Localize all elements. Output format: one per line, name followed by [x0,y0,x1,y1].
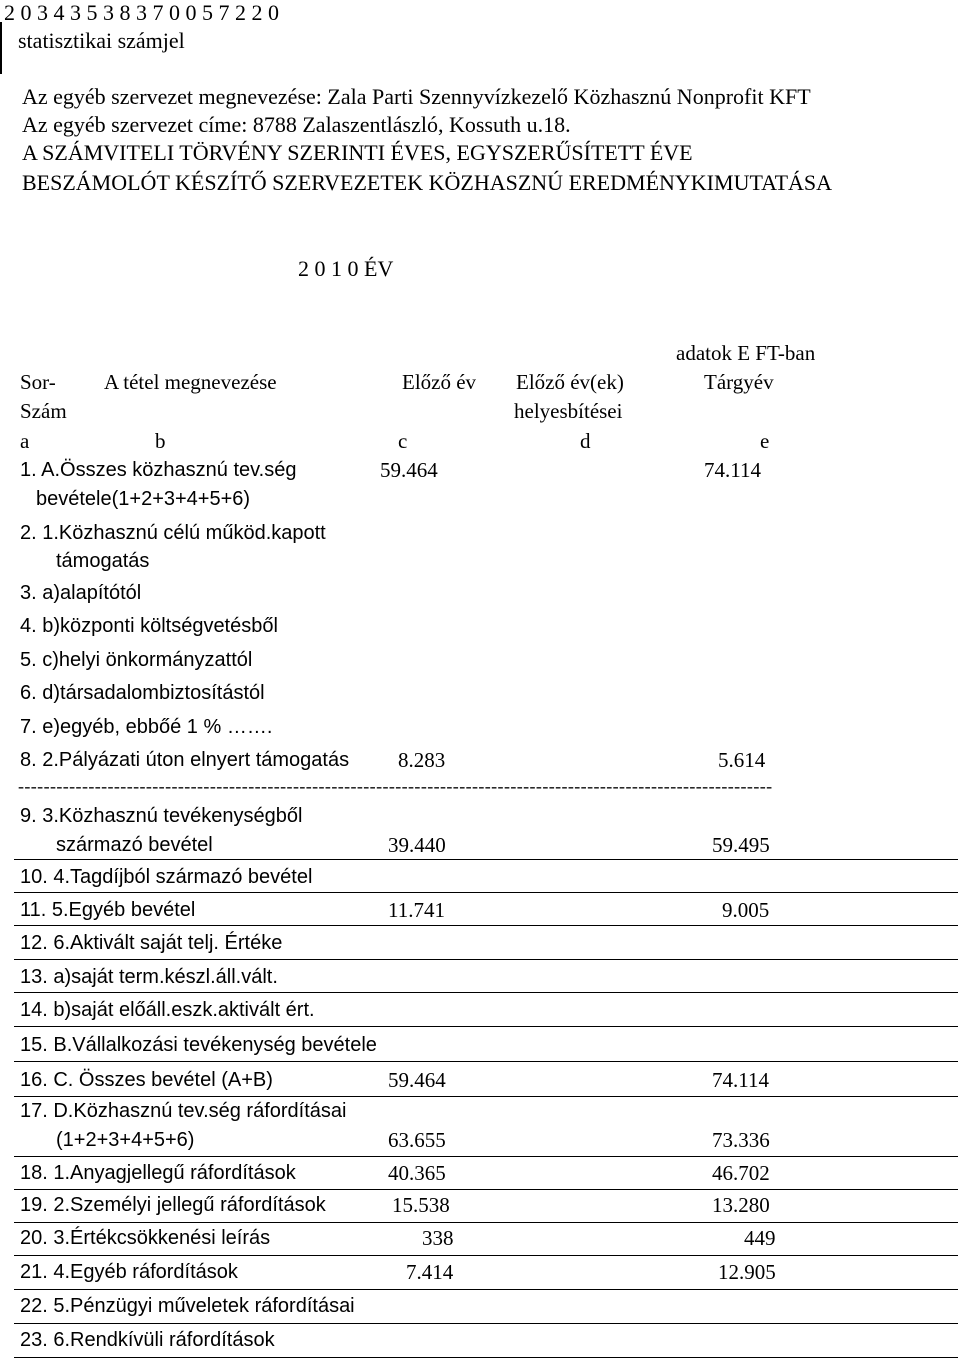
row-12-label: 12. 6.Aktivált saját telj. Értéke [20,932,283,954]
row-14-label: 14. b)saját előáll.eszk.aktivált ért. [20,999,315,1021]
row-divider [14,859,958,860]
row-22-label: 22. 5.Pénzügyi műveletek ráfordításai [20,1295,355,1317]
row-23-label: 23. 6.Rendkívüli ráfordítások [20,1329,275,1351]
row-2-label: 2. 1.Közhasznú célú működ.kapott [20,522,326,544]
row-1-label-cont: bevétele(1+2+3+4+5+6) [36,488,251,510]
row-divider [14,892,958,893]
row-divider [14,1222,958,1223]
row-divider [14,925,958,926]
row-8-curr: 5.614 [718,748,766,772]
row-8-prev: 8.283 [398,748,446,772]
row-divider [14,1357,958,1358]
row-19-prev: 15.538 [392,1193,450,1217]
row-17-curr: 73.336 [712,1128,770,1152]
row-divider [14,1061,958,1062]
row-20-label: 20. 3.Értékcsökkenési leírás [20,1227,271,1249]
col-e-header: Tárgyév [704,370,774,394]
row-1-label: 1. A.Összes közhasznú tev.ség [20,459,297,481]
row-10-label: 10. 4.Tagdíjból származó bevétel [20,866,313,888]
row-divider [14,1255,958,1256]
row-divider [14,1323,958,1324]
row-18-prev: 40.365 [388,1161,446,1185]
row-19-curr: 13.280 [712,1193,770,1217]
row-17-label: 17. D.Közhasznú tev.ség ráfordításai [20,1100,347,1122]
org-address-line: Az egyéb szervezet címe: 8788 Zalaszentlászló, Kossuth u.18. [22,112,571,137]
stat-label: statisztikai számjel [18,28,185,53]
units-note: adatok E FT-ban [676,341,816,365]
row-8-label: 8. 2.Pályázati úton elnyert támogatás [20,749,350,771]
col-letter-e: e [760,429,770,453]
col-letter-d: d [580,429,591,453]
row-7-label: 7. e)egyéb, ebbőé 1 % ……. [20,716,273,738]
org-name-line: Az egyéb szervezet megnevezése: Zala Parti Szennyvízkezelő Közhasznú Nonprofit KFT [22,84,811,109]
row-9-label-cont: származó bevétel [56,834,213,856]
col-b-header: A tétel megnevezése [104,370,277,394]
row-18-label: 18. 1.Anyagjellegű ráfordítások [20,1162,296,1184]
row-5-label: 5. c)helyi önkormányzattól [20,649,253,671]
left-margin-bar [0,22,2,74]
col-letter-a: a [20,429,30,453]
row-21-prev: 7.414 [406,1260,454,1284]
row-18-curr: 46.702 [712,1161,770,1185]
row-6-label: 6. d)társadalombiztosítástól [20,682,265,704]
row-11-label: 11. 5.Egyéb bevétel [20,899,196,921]
col-c-header: Előző év [402,370,477,394]
row-4-label: 4. b)központi költségvetésből [20,615,278,637]
row-divider [14,992,958,993]
row-15-label: 15. B.Vállalkozási tevékenység bevétele [20,1034,377,1056]
row-3-label: 3. a)alapítótól [20,582,142,604]
row-21-curr: 12.905 [718,1260,776,1284]
row-divider [14,959,958,960]
row-divider [14,1096,958,1097]
row-16-label: 16. C. Összes bevétel (A+B) [20,1069,273,1091]
row-17-label-cont: (1+2+3+4+5+6) [56,1129,195,1151]
row-1-prev: 59.464 [380,458,438,482]
row-2-label-cont: támogatás [56,550,150,572]
row-9-prev: 39.440 [388,833,446,857]
row-1-curr: 74.114 [704,458,761,482]
row-9-label: 9. 3.Közhasznú tevékenységből [20,805,303,827]
row-20-prev: 338 [422,1226,454,1250]
row-13-label: 13. a)saját term.készl.áll.vált. [20,966,278,988]
row-16-curr: 74.114 [712,1068,769,1092]
row-11-prev: 11.741 [388,898,445,922]
row-11-curr: 9.005 [722,898,770,922]
report-title-line1: A SZÁMVITELI TÖRVÉNY SZERINTI ÉVES, EGYSZERŰSÍTETT ÉVE [22,140,693,165]
row-divider [14,1289,958,1290]
report-title-line2: BESZÁMOLÓT KÉSZÍTŐ SZERVEZETEK KÖZHASZNÚ EREDMÉNYKIMUTATÁSA [22,170,833,195]
row-21-label: 21. 4.Egyéb ráfordítások [20,1261,238,1283]
col-letter-c: c [398,429,408,453]
col-a-header-sub: Szám [20,399,67,423]
row-divider [14,1156,958,1157]
row-divider [14,1026,958,1027]
row-9-curr: 59.495 [712,833,770,857]
row-19-label: 19. 2.Személyi jellegű ráfordítások [20,1194,326,1216]
col-letter-b: b [155,429,166,453]
stat-number: 2 0 3 4 3 5 3 8 3 7 0 0 5 7 2 2 0 [4,0,279,25]
row-16-prev: 59.464 [388,1068,446,1092]
dashed-separator: ---------------------------------------------------------------------------------------------------------------------- [18,776,773,796]
col-d-header: Előző év(ek) [516,370,624,394]
col-a-header: Sor- [20,370,56,394]
row-17-prev: 63.655 [388,1128,446,1152]
row-20-curr: 449 [744,1226,776,1250]
row-divider [14,1189,958,1190]
col-d-header-sub: helyesbítései [514,399,623,423]
report-year: 2 0 1 0 ÉV [298,256,394,281]
